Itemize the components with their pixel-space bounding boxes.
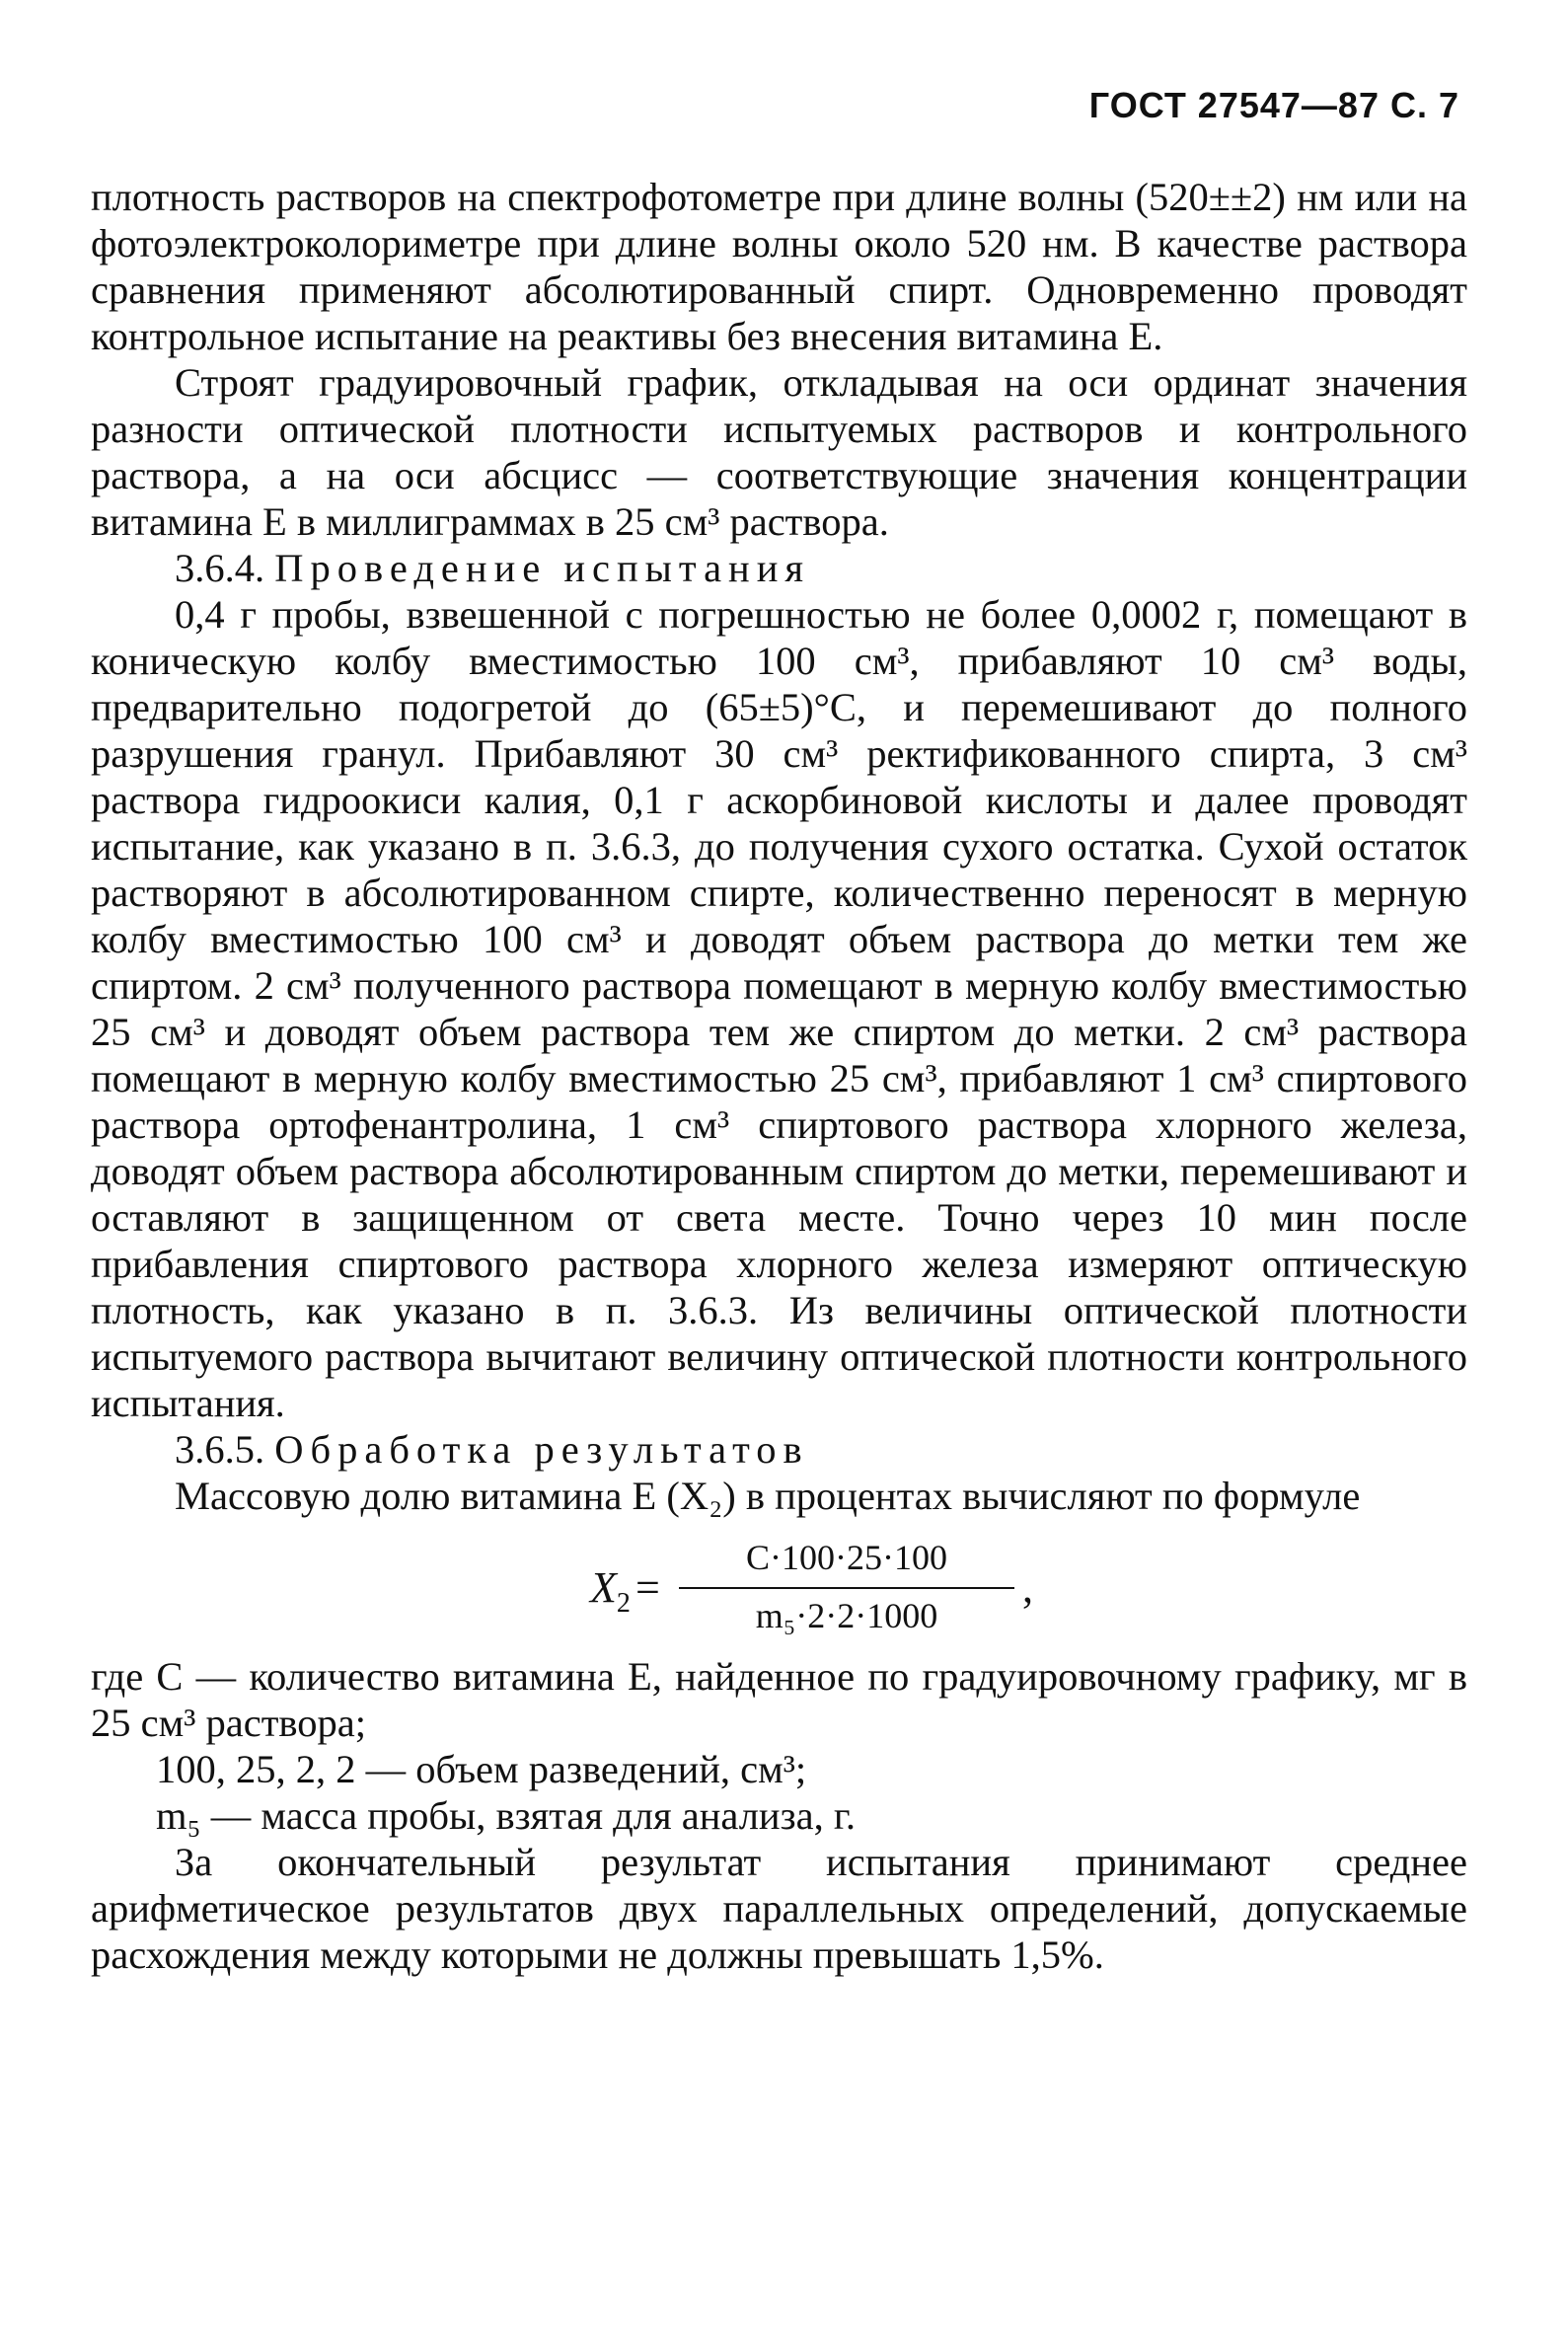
document-body [91,174,1467,1978]
paragraph-mass-fraction: Массовую долю витамина Е (X₂) в процентах вычисляют по формуле [175,1474,1361,1518]
formula-fraction [679,1535,1014,1639]
section-heading-3-6-4 [91,545,1467,591]
section-title: Обработка результатов [274,1427,809,1472]
page-header: ГОСТ 27547—87 С. 7 [1088,85,1459,125]
section-number: 3.6.5. [175,1427,265,1472]
formula-equals: = [635,1563,660,1612]
definition-c-lead: где С — [91,1654,250,1699]
definition-dilutions: 100, 25, 2, 2 — объем разведений, см³; [156,1747,807,1791]
formula-comma: , [1022,1563,1033,1612]
formula-x2 [91,1529,1467,1645]
paragraph-density-measurement: плотность растворов на спектрофотометре при длине волны (520±±2) нм или на фотоэлектроколориметре при длине волны около 520 нм. В качестве раствора сравнения применяют абсолютированный спирт. Одновременно проводят контрольное испытание на реактивы без внесения витамина Е. [91,175,1467,358]
definition-c [91,1653,1467,1746]
definition-c-text: количество витамина Е, найденное по градуировочному графику, мг в 25 см³ раствора; [91,1654,1467,1745]
paragraph-calibration-graph: Строят градуировочный график, откладывая на оси ординат значения разности оптической плотности испытуемых растворов и контрольного раствора, а на оси абсцисс — соответствующие значения концентрации витамина Е в миллиграммах в 25 см³ раствора. [91,360,1467,544]
section-number: 3.6.4. [175,546,265,590]
formula-lhs: $X_2$ [590,1563,631,1619]
formula-numerator: C·100·25·100 [679,1535,1014,1589]
section-title: Проведение испытания [274,546,811,590]
paragraph-test-procedure: 0,4 г пробы, взвешенной с погрешностью не более 0,0002 г, помещают в коническую колбу вместимостью 100 см³, прибавляют 10 см³ воды, предварительно подогретой до (65±5)°С, и перемешивают до полного разрушения гранул. Прибавляют 30 см³ ректификованного спирта, 3 см³ раствора гидроокиси калия, 0,1 г аскорбиновой кислоты и далее проводят испытание, как указано в п. 3.6.3, до получения сухого остатка. Сухой остаток растворяют в абсолютированном спирте, количественно переносят в мерную колбу вместимостью 100 см³ и доводят объем раствора до метки тем же спиртом. 2 см³ полученного раствора помещают в мерную колбу вместимостью 25 см³ и доводят объем раствора тем же спиртом до метки. 2 см³ раствора помещают в мерную колбу вместимостью 25 см³, прибавляют 1 см³ спиртового раствора ортофенантролина, 1 см³ спиртового раствора хлорного железа, доводят объем раствора абсолютированным спиртом до метки, перемешивают и оставляют в защищенном от света месте. Точно через 10 мин после прибавления спиртового раствора хлорного железа измеряют оптическую плотность, как указано в п. 3.6.3. Из величины оптической плотности испытуемого раствора вычитают величину оптической плотности контрольного испытания. [91,592,1467,1425]
paragraph-final-result: За окончательный результат испытания принимают среднее арифметическое результатов двух параллельных определений, допускаемые расхождения между которыми не должны превышать 1,5%. [91,1840,1467,1977]
formula-denominator: m₅·2·2·1000 [755,1596,938,1635]
section-heading-3-6-5 [91,1426,1467,1473]
formula-lhs-subscript: 2 [616,1587,631,1619]
definition-m5: m₅ — масса пробы, взятая для анализа, г. [156,1793,856,1838]
variable-definitions [91,1653,1467,1839]
